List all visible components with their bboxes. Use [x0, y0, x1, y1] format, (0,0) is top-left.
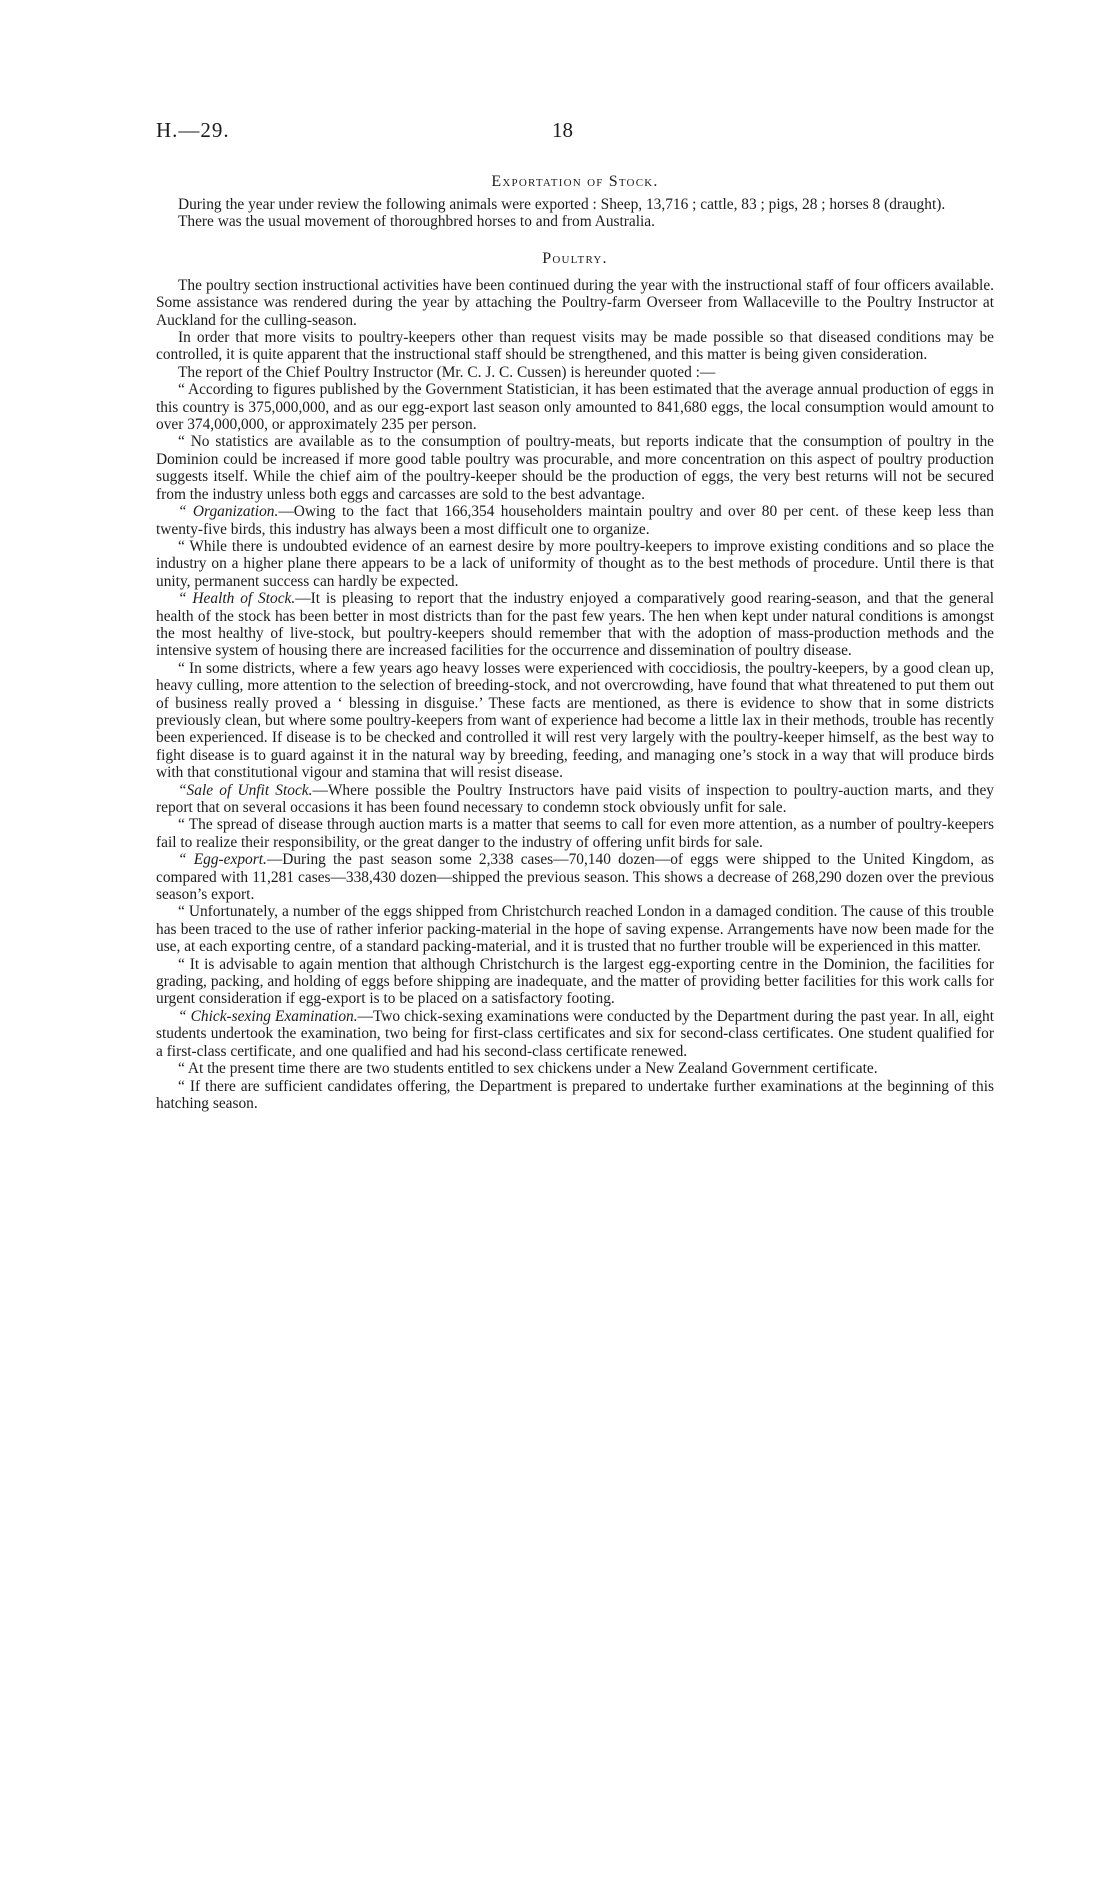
paragraph-text: “ While there is undoubted evidence of an earnest desire by more poultry-keepers to improve existing conditions and so place the industry on a higher plane there appears to be a lack of uniformity of thought as to the best methods of procedure. Until there is that unity, permanent success can hardly be expected.: [156, 537, 994, 590]
paragraph: [156, 1060, 994, 1077]
paragraph-text: —During the past season some 2,338 cases—70,140 dozen—of eggs were shipped to the United Kingdom, as compared with 11,281 cases—338,430 dozen—shipped the previous season. This shows a decrease of 268,290 dozen over the previous season’s export.: [156, 851, 995, 904]
paragraph-text: “ In some districts, where a few years ago heavy losses were experienced with coccidiosis, the poultry-keepers, by a good clean up, heavy culling, more attention to the selection of breeding-stock, and not overcrowding, have found that what threatened to put them out of business really proved a ‘ blessing in disguise.’ These facts are mentioned, as there is evidence to show that in some districts previously clean, but where some poultry-keepers from want of experience had become a little lax in their methods, trouble has recently been experienced. If disease is to be checked and controlled it will rest very largely with the poultry-keeper himself, as the best way to fight disease is to guard against it in the natural way by breeding, feeding, and managing one’s stock in a way that will produce birds with that constitutional vigour and stamina that will resist disease.: [156, 659, 994, 782]
document-reference: H.—29.: [156, 118, 230, 142]
paragraph: [156, 660, 994, 782]
paragraph-text: During the year under review the following animals were exported : Sheep, 13,716 ; cattle, 83 ; pigs, 28 ; horses 8 (draught).: [178, 196, 946, 213]
paragraph-lead-heading: “Sale of Unfit Stock.: [178, 781, 313, 799]
paragraph-text: “ No statistics are available as to the consumption of poultry-meats, but reports indicate that the consumption of poultry in the Dominion could be increased if more good table poultry was procurable, and more concentration on this aspect of poultry production suggests itself. While the chief aim of the poultry-keeper should be the production of eggs, the very best returns will not be secured from the industry unless both eggs and carcasses are sold to the best advantage.: [156, 433, 994, 503]
paragraph: [156, 538, 994, 590]
section-heading: Exportation of Stock.: [491, 173, 659, 190]
paragraph-text: The poultry section instructional activities have been continued during the year with the instructional staff of four officers available. Some assistance was rendered during the year by attaching the Poultry-farm Overseer from Wallaceville to the Poultry Instructor at Auckland for the culling-season.: [156, 276, 994, 329]
paragraph-text: “ The spread of disease through auction marts is a matter that seems to call for even more attention, as a number of poultry-keepers fail to realize their responsibility, or the great danger to the industry of offering unfit birds for sale.: [156, 816, 994, 851]
paragraph: [156, 956, 994, 1008]
section-heading: Poultry.: [542, 249, 608, 267]
paragraph-lead-heading: “ Organization.: [178, 503, 279, 521]
paragraph: [156, 433, 994, 503]
paragraph: [156, 503, 994, 538]
paragraph-text: The report of the Chief Poultry Instructor (Mr. C. J. C. Cussen) is hereunder quoted :—: [178, 363, 716, 381]
paragraph-text: In order that more visits to poultry-keepers other than request visits may be made possible so that diseased conditions may be controlled, it is quite apparent that the instructional staff should be strengthened, and this matter is being given consideration.: [156, 329, 994, 364]
paragraph: [156, 816, 994, 851]
paragraph-text: There was the usual movement of thoroughbred horses to and from Australia.: [178, 213, 655, 231]
paragraph: [156, 782, 994, 817]
paragraph: [156, 1078, 994, 1113]
paragraph: [156, 364, 994, 381]
paragraph-lead-heading: “ Health of Stock.: [178, 590, 296, 608]
paragraph-text: “ Unfortunately, a number of the eggs shipped from Christchurch reached London in a damaged condition. The cause of this trouble has been traced to the use of rather inferior packing-material in the hope of saving expense. Arrangements have now been made for the use, at each exporting centre, of a standard packing-material, and it is trusted that no further trouble will be experienced in this matter.: [156, 903, 994, 956]
paragraph-text: —It is pleasing to report that the industry enjoyed a comparatively good rearing-season, and that the general health of the stock has been better in most districts than for the past few years. The hen when kept under natural conditions is amongst the most healthy of live-stock, but poultry-keepers should remember that with the adoption of mass-production methods and the intensive system of housing there are increased facilities for the occurrence and dissemination of poultry disease.: [156, 590, 994, 660]
paragraph: [156, 903, 994, 955]
paragraph-text: “ At the present time there are two students entitled to sex chickens under a New Zealand Government certificate.: [178, 1060, 878, 1078]
page-number: 18: [552, 118, 573, 142]
paragraph: [156, 590, 994, 660]
paragraph: [156, 851, 994, 903]
paragraph-lead-heading: “ Egg-export.: [178, 851, 267, 869]
paragraph-text: —Where possible the Poultry Instructors have paid visits of inspection to poultry-auction marts, and they report that on several occasions it has been found necessary to condemn stock obviously unfit for sale.: [156, 781, 994, 816]
paragraph-text: “ According to figures published by the Government Statistician, it has been estimated that the average annual production of eggs in this country is 375,000,000, and as our egg-export last season only amounted to 841,680 eggs, the local consumption would amount to over 374,000,000, or approximately 235 per person.: [156, 381, 994, 434]
paragraph: [156, 1008, 994, 1060]
paragraph: [156, 381, 994, 433]
paragraph-text: —Owing to the fact that 166,354 householders maintain poultry and over 80 per cent. of these keep less than twenty-five birds, this industry has always been a most difficult one to organize.: [156, 503, 994, 538]
paragraph-text: “ It is advisable to again mention that although Christchurch is the largest egg-exporting centre in the Dominion, the facilities for grading, packing, and holding of eggs before shipping are inadequate, and the matter of providing better facilities for this work calls for urgent consideration if egg-export is to be placed on a satisfactory footing.: [156, 955, 994, 1008]
document-body: [156, 172, 994, 1112]
paragraph: [156, 329, 994, 364]
paragraph-lead-heading: “ Chick-sexing Examination.: [178, 1007, 358, 1025]
paragraph-text: “ If there are sufficient candidates offering, the Department is prepared to undertake further examinations at the beginning of this hatching season.: [156, 1077, 994, 1112]
page-header: [0, 118, 1114, 148]
paragraph: [156, 213, 994, 230]
paragraph-text: —Two chick-sexing examinations were conducted by the Department during the past year. In all, eight students undertook the examination, two being for first-class certificates and six for second-class certificates. One student qualified for a first-class certificate, and one qualified and had his second-class certificate renewed.: [156, 1007, 994, 1060]
paragraph: [156, 277, 994, 329]
paragraph: [156, 196, 994, 213]
